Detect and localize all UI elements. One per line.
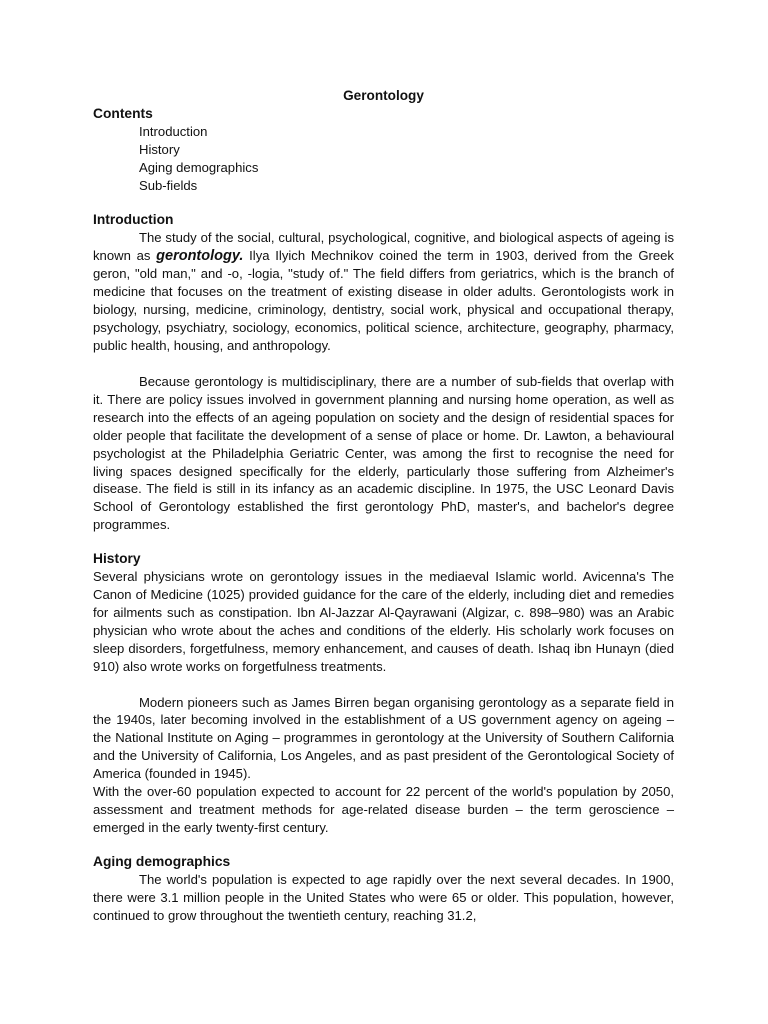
aging-demographics-paragraph-1: The world's population is expected to age rapidly over the next several decades. In 1900, there were 3.1 million people in the United States who were 65 or older. This population, however, continued to grow throughout the twentieth century, reaching 31.2,: [93, 871, 674, 923]
table-of-contents: [93, 123, 674, 195]
toc-item-sub-fields: Sub-fields: [139, 177, 198, 193]
introduction-heading: Introduction: [93, 211, 174, 227]
toc-item-aging-demographics: Aging demographics: [139, 159, 259, 175]
document-page: [93, 87, 674, 925]
history-paragraph-1: Several physicians wrote on gerontology issues in the mediaeval Islamic world. Avicenna's The Canon of Medicine (1025) provided guidance for the care of the elderly, including diet and remedies for ailments such as constipation. Ibn Al-Jazzar Al-Qayrawani (Algizar, c. 898–980) was an Arabic physician who wrote about the aches and conditions of the elderly. His scholarly work focuses on sleep disorders, forgetfulness, memory enhancement, and causes of death. Ishaq ibn Hunayn (died 910) also wrote works on forgetfulness treatments.: [93, 569, 674, 674]
history-paragraph-3: With the over-60 population expected to account for 22 percent of the world's population by 2050, assessment and treatment methods for age-related disease burden – the term geroscience – emerged in the early twenty-first century.: [93, 784, 674, 835]
history-paragraph-2: Modern pioneers such as James Birren began organising gerontology as a separate field in the 1940s, later becoming involved in the establishment of a US government agency on ageing – the National Institute on Aging – programmes in gerontology at the University of Southern California and the University of California, Los Angeles, and as past president of the Gerontological Society of America (founded in 1945).: [93, 694, 674, 782]
gerontology-term: gerontology.: [156, 247, 244, 264]
history-heading: History: [93, 551, 141, 567]
document-title: Gerontology: [343, 88, 424, 103]
contents-heading: Contents: [93, 106, 153, 121]
aging-demographics-heading: Aging demographics: [93, 853, 231, 869]
introduction-paragraph-2: Because gerontology is multidisciplinary, there are a number of sub-fields that overlap with it. There are policy issues involved in government planning and nursing home operation, as well as research into the effects of an ageing population on society and the design of residential spaces for older people that facilitate the development of a sense of place or home. Dr. Lawton, a behavioural psychologist at the Philadelphia Geriatric Center, was among the first to recognise the need for living spaces designed specifically for the elderly, particularly those suffering from Alzheimer's disease. The field is still in its infancy as an academic discipline. In 1975, the USC Leonard Davis School of Gerontology established the first gerontology PhD, master's, and bachelor's degree programmes.: [93, 373, 674, 533]
introduction-p1-text-end: Ilya Ilyich Mechnikov coined the term in 1903, derived from the Greek geron, "old man," and -o, -logia, "study of." The field differs from geriatrics, which is the branch of medicine that focuses on the treatment of existing disease in older adults. Gerontologists work in biology, nursing, medicine, criminology, dentistry, social work, physical and occupational therapy, psychology, psychiatry, sociology, economics, political science, architecture, geography, pharmacy, public health, housing, and anthropology.: [93, 247, 674, 354]
introduction-paragraph-1: [93, 229, 674, 355]
toc-item-history: History: [139, 141, 180, 157]
toc-item-introduction: Introduction: [139, 124, 208, 139]
introduction-p1-text-start: The study of the social, cultural, psychological, cognitive, and biological aspects of ageing is known as: [93, 229, 674, 263]
